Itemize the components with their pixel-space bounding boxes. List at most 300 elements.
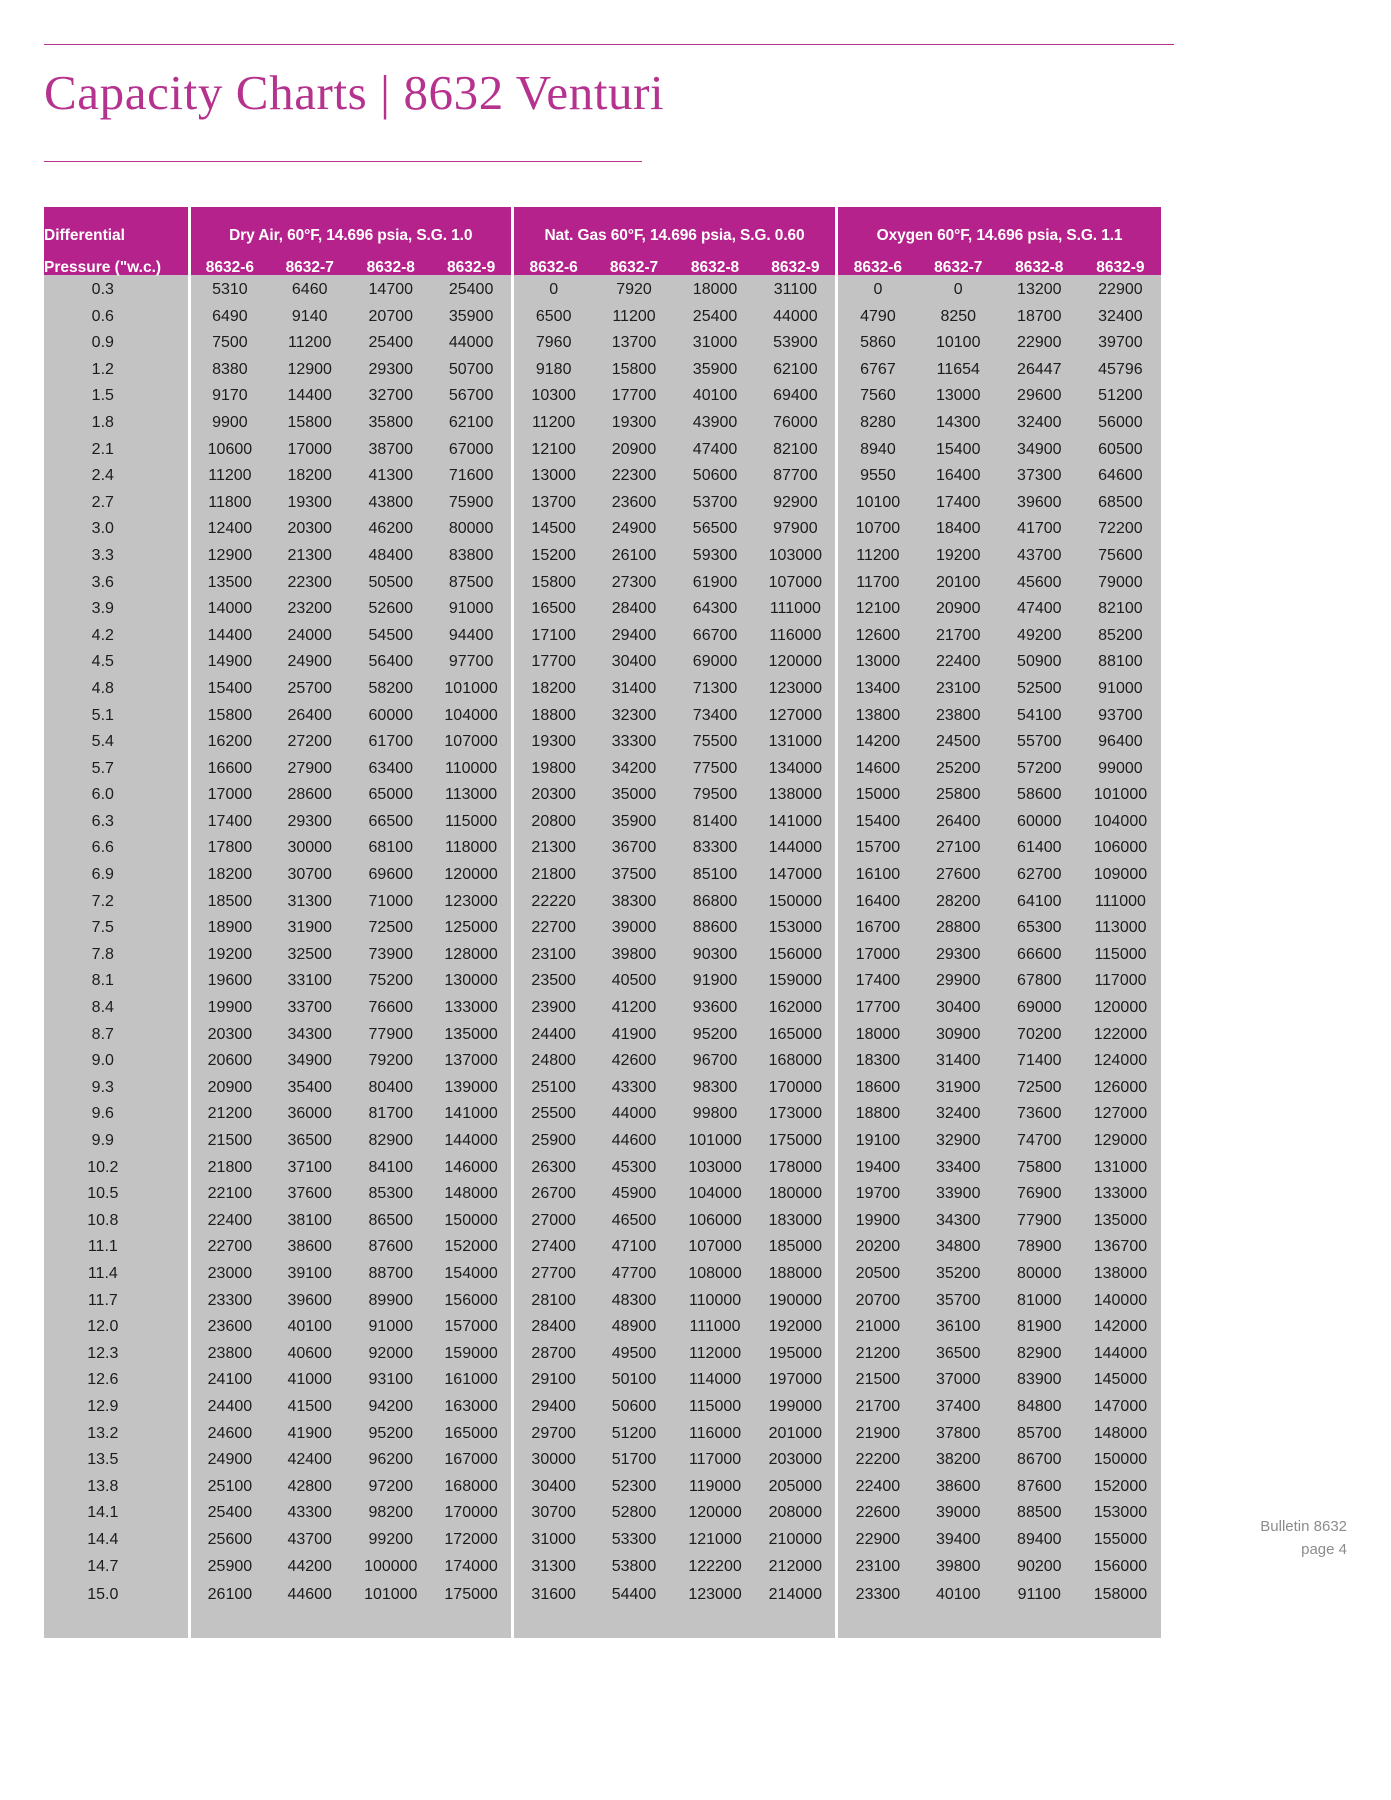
cell-nat-gas: 20800: [512, 809, 593, 836]
cell-nat-gas: 35900: [675, 357, 756, 384]
cell-oxygen: 34300: [918, 1208, 999, 1235]
header-model-air-8632-7: 8632-7: [269, 243, 350, 275]
cell-dry-air: 24100: [189, 1367, 269, 1394]
cell-dry-air: 73900: [350, 942, 431, 969]
padding-cell: [1080, 1610, 1161, 1638]
cell-oxygen: 17000: [837, 942, 918, 969]
header-model-oxy-8632-7: 8632-7: [918, 243, 999, 275]
cell-nat-gas: 195000: [756, 1341, 837, 1368]
table-row: [44, 1048, 1161, 1075]
cell-dry-air: 19200: [189, 942, 269, 969]
table-row: [44, 1367, 1161, 1394]
cell-nat-gas: 22700: [512, 915, 593, 942]
header-group-oxygen: Oxygen 60°F, 14.696 psia, S.G. 1.1: [837, 207, 1161, 243]
cell-dry-air: 28600: [269, 782, 350, 809]
cell-dry-air: 154000: [431, 1261, 512, 1288]
cell-dry-air: 43700: [269, 1527, 350, 1554]
cell-nat-gas: 44000: [756, 304, 837, 331]
cell-dry-air: 54500: [350, 623, 431, 650]
cell-dry-air: 24900: [269, 649, 350, 676]
cell-dry-air: 18900: [189, 915, 269, 942]
cell-dry-air: 9170: [189, 383, 269, 410]
cell-dry-air: 135000: [431, 1022, 512, 1049]
cell-dry-air: 91000: [350, 1314, 431, 1341]
cell-oxygen: 10100: [837, 490, 918, 517]
cell-dry-air: 25700: [269, 676, 350, 703]
cell-oxygen: 109000: [1080, 862, 1161, 889]
cell-dry-air: 130000: [431, 968, 512, 995]
table-row: [44, 1421, 1161, 1448]
cell-oxygen: 60500: [1080, 437, 1161, 464]
cell-oxygen: 50900: [999, 649, 1080, 676]
cell-oxygen: 72200: [1080, 516, 1161, 543]
table-header: [44, 207, 1161, 275]
cell-nat-gas: 79500: [675, 782, 756, 809]
cell-dry-air: 11800: [189, 490, 269, 517]
cell-oxygen: 49200: [999, 623, 1080, 650]
cell-differential-pressure: 2.4: [44, 463, 189, 490]
cell-nat-gas: 103000: [675, 1155, 756, 1182]
cell-oxygen: 43700: [999, 543, 1080, 570]
cell-dry-air: 41500: [269, 1394, 350, 1421]
cell-oxygen: 18300: [837, 1048, 918, 1075]
cell-oxygen: 31400: [918, 1048, 999, 1075]
cell-oxygen: 117000: [1080, 968, 1161, 995]
cell-dry-air: 8380: [189, 357, 269, 384]
cell-nat-gas: 43900: [675, 410, 756, 437]
header-differential-line2: Pressure ("w.c.): [44, 243, 189, 275]
cell-dry-air: 20700: [350, 304, 431, 331]
table-row: [44, 1447, 1161, 1474]
cell-oxygen: 80000: [999, 1261, 1080, 1288]
cell-oxygen: 29300: [918, 942, 999, 969]
cell-dry-air: 39600: [269, 1288, 350, 1315]
cell-oxygen: 140000: [1080, 1288, 1161, 1315]
cell-nat-gas: 11200: [512, 410, 593, 437]
cell-nat-gas: 15200: [512, 543, 593, 570]
cell-oxygen: 16700: [837, 915, 918, 942]
cell-oxygen: 152000: [1080, 1474, 1161, 1501]
cell-dry-air: 39100: [269, 1261, 350, 1288]
cell-nat-gas: 53900: [756, 330, 837, 357]
cell-nat-gas: 19300: [512, 729, 593, 756]
cell-nat-gas: 21300: [512, 835, 593, 862]
table-row: [44, 703, 1161, 730]
cell-oxygen: 18400: [918, 516, 999, 543]
cell-dry-air: 19300: [269, 490, 350, 517]
cell-nat-gas: 17700: [593, 383, 674, 410]
table-row: [44, 1261, 1161, 1288]
cell-nat-gas: 56500: [675, 516, 756, 543]
cell-oxygen: 9550: [837, 463, 918, 490]
cell-oxygen: 113000: [1080, 915, 1161, 942]
cell-oxygen: 45796: [1080, 357, 1161, 384]
cell-dry-air: 11200: [189, 463, 269, 490]
table-row: [44, 756, 1161, 783]
cell-oxygen: 31900: [918, 1075, 999, 1102]
cell-nat-gas: 21800: [512, 862, 593, 889]
cell-dry-air: 30700: [269, 862, 350, 889]
cell-dry-air: 146000: [431, 1155, 512, 1182]
table-bottom-padding: [44, 1610, 1161, 1638]
cell-dry-air: 9900: [189, 410, 269, 437]
cell-nat-gas: 106000: [675, 1208, 756, 1235]
cell-oxygen: 30900: [918, 1022, 999, 1049]
cell-oxygen: 37400: [918, 1394, 999, 1421]
cell-differential-pressure: 9.3: [44, 1075, 189, 1102]
cell-oxygen: 127000: [1080, 1101, 1161, 1128]
cell-oxygen: 72500: [999, 1075, 1080, 1102]
cell-nat-gas: 33300: [593, 729, 674, 756]
cell-oxygen: 22900: [1080, 275, 1161, 304]
cell-dry-air: 22700: [189, 1234, 269, 1261]
cell-nat-gas: 51200: [593, 1421, 674, 1448]
cell-nat-gas: 30000: [512, 1447, 593, 1474]
cell-dry-air: 71600: [431, 463, 512, 490]
padding-cell: [999, 1610, 1080, 1638]
cell-dry-air: 92000: [350, 1341, 431, 1368]
cell-nat-gas: 54400: [593, 1580, 674, 1610]
cell-dry-air: 82900: [350, 1128, 431, 1155]
cell-nat-gas: 36700: [593, 835, 674, 862]
cell-nat-gas: 31600: [512, 1580, 593, 1610]
cell-dry-air: 96200: [350, 1447, 431, 1474]
header-group-nat-gas: Nat. Gas 60°F, 14.696 psia, S.G. 0.60: [512, 207, 836, 243]
cell-oxygen: 20200: [837, 1234, 918, 1261]
cell-oxygen: 85700: [999, 1421, 1080, 1448]
cell-dry-air: 159000: [431, 1341, 512, 1368]
cell-oxygen: 120000: [1080, 995, 1161, 1022]
cell-dry-air: 75900: [431, 490, 512, 517]
cell-oxygen: 91000: [1080, 676, 1161, 703]
table-row: [44, 1234, 1161, 1261]
cell-differential-pressure: 4.5: [44, 649, 189, 676]
cell-nat-gas: 173000: [756, 1101, 837, 1128]
cell-dry-air: 27900: [269, 756, 350, 783]
cell-oxygen: 29900: [918, 968, 999, 995]
cell-nat-gas: 15800: [593, 357, 674, 384]
cell-oxygen: 45600: [999, 570, 1080, 597]
cell-dry-air: 16200: [189, 729, 269, 756]
cell-dry-air: 16600: [189, 756, 269, 783]
padding-cell: [756, 1610, 837, 1638]
cell-dry-air: 66500: [350, 809, 431, 836]
cell-nat-gas: 44600: [593, 1128, 674, 1155]
cell-dry-air: 21200: [189, 1101, 269, 1128]
cell-nat-gas: 73400: [675, 703, 756, 730]
cell-dry-air: 26100: [189, 1580, 269, 1610]
cell-differential-pressure: 2.1: [44, 437, 189, 464]
cell-dry-air: 79200: [350, 1048, 431, 1075]
table-header-group-row: [44, 207, 1161, 243]
cell-oxygen: 68500: [1080, 490, 1161, 517]
padding-cell: [918, 1610, 999, 1638]
cell-nat-gas: 95200: [675, 1022, 756, 1049]
capacity-table: [44, 207, 1161, 1638]
header-model-gas-8632-6: 8632-6: [512, 243, 593, 275]
cell-nat-gas: 24800: [512, 1048, 593, 1075]
cell-dry-air: 14000: [189, 596, 269, 623]
cell-nat-gas: 15800: [512, 570, 593, 597]
table-row: [44, 915, 1161, 942]
cell-differential-pressure: 5.7: [44, 756, 189, 783]
cell-nat-gas: 47700: [593, 1261, 674, 1288]
cell-oxygen: 84800: [999, 1394, 1080, 1421]
cell-nat-gas: 25500: [512, 1101, 593, 1128]
cell-nat-gas: 156000: [756, 942, 837, 969]
cell-dry-air: 38100: [269, 1208, 350, 1235]
cell-dry-air: 32700: [350, 383, 431, 410]
cell-nat-gas: 13700: [512, 490, 593, 517]
cell-nat-gas: 111000: [756, 596, 837, 623]
cell-nat-gas: 24400: [512, 1022, 593, 1049]
cell-nat-gas: 87700: [756, 463, 837, 490]
cell-dry-air: 5310: [189, 275, 269, 304]
cell-nat-gas: 16500: [512, 596, 593, 623]
cell-dry-air: 175000: [431, 1580, 512, 1610]
cell-oxygen: 34900: [999, 437, 1080, 464]
cell-oxygen: 52500: [999, 676, 1080, 703]
cell-nat-gas: 108000: [675, 1261, 756, 1288]
cell-dry-air: 84100: [350, 1155, 431, 1182]
cell-nat-gas: 165000: [756, 1022, 837, 1049]
cell-dry-air: 10600: [189, 437, 269, 464]
cell-oxygen: 23100: [837, 1554, 918, 1581]
cell-oxygen: 87600: [999, 1474, 1080, 1501]
cell-oxygen: 62700: [999, 862, 1080, 889]
cell-differential-pressure: 9.9: [44, 1128, 189, 1155]
cell-oxygen: 39800: [918, 1554, 999, 1581]
cell-nat-gas: 107000: [756, 570, 837, 597]
cell-oxygen: 77900: [999, 1208, 1080, 1235]
cell-dry-air: 21300: [269, 543, 350, 570]
table-row: [44, 889, 1161, 916]
cell-differential-pressure: 11.7: [44, 1288, 189, 1315]
cell-nat-gas: 50600: [675, 463, 756, 490]
cell-nat-gas: 53700: [675, 490, 756, 517]
table-row: [44, 995, 1161, 1022]
table-row: [44, 516, 1161, 543]
cell-dry-air: 34300: [269, 1022, 350, 1049]
cell-nat-gas: 62100: [756, 357, 837, 384]
cell-dry-air: 14400: [269, 383, 350, 410]
cell-oxygen: 22900: [999, 330, 1080, 357]
cell-differential-pressure: 13.2: [44, 1421, 189, 1448]
cell-dry-air: 63400: [350, 756, 431, 783]
cell-dry-air: 6490: [189, 304, 269, 331]
table-row: [44, 596, 1161, 623]
cell-oxygen: 64100: [999, 889, 1080, 916]
cell-nat-gas: 12100: [512, 437, 593, 464]
cell-oxygen: 75600: [1080, 543, 1161, 570]
cell-dry-air: 24400: [189, 1394, 269, 1421]
cell-oxygen: 15000: [837, 782, 918, 809]
cell-nat-gas: 162000: [756, 995, 837, 1022]
cell-oxygen: 10100: [918, 330, 999, 357]
cell-differential-pressure: 7.5: [44, 915, 189, 942]
cell-oxygen: 0: [837, 275, 918, 304]
padding-cell: [189, 1610, 269, 1638]
table-row: [44, 1075, 1161, 1102]
padding-cell: [512, 1610, 593, 1638]
cell-oxygen: 13000: [837, 649, 918, 676]
cell-nat-gas: 77500: [675, 756, 756, 783]
cell-nat-gas: 99800: [675, 1101, 756, 1128]
table-row: [44, 676, 1161, 703]
cell-nat-gas: 17100: [512, 623, 593, 650]
cell-oxygen: 14200: [837, 729, 918, 756]
cell-differential-pressure: 11.1: [44, 1234, 189, 1261]
cell-nat-gas: 103000: [756, 543, 837, 570]
cell-oxygen: 155000: [1080, 1527, 1161, 1554]
padding-cell: [269, 1610, 350, 1638]
cell-nat-gas: 23100: [512, 942, 593, 969]
cell-nat-gas: 214000: [756, 1580, 837, 1610]
cell-nat-gas: 144000: [756, 835, 837, 862]
cell-dry-air: 139000: [431, 1075, 512, 1102]
page-title: Capacity Charts | 8632 Venturi: [44, 65, 665, 120]
cell-differential-pressure: 8.1: [44, 968, 189, 995]
cell-oxygen: 58600: [999, 782, 1080, 809]
cell-dry-air: 46200: [350, 516, 431, 543]
cell-nat-gas: 23900: [512, 995, 593, 1022]
table-row: [44, 1580, 1161, 1610]
cell-oxygen: 148000: [1080, 1421, 1161, 1448]
cell-oxygen: 47400: [999, 596, 1080, 623]
cell-oxygen: 21700: [837, 1394, 918, 1421]
cell-oxygen: 104000: [1080, 809, 1161, 836]
cell-oxygen: 142000: [1080, 1314, 1161, 1341]
table-row: [44, 782, 1161, 809]
table-row: [44, 1474, 1161, 1501]
cell-dry-air: 25600: [189, 1527, 269, 1554]
cell-nat-gas: 42600: [593, 1048, 674, 1075]
cell-nat-gas: 19800: [512, 756, 593, 783]
cell-nat-gas: 26300: [512, 1155, 593, 1182]
header-model-gas-8632-7: 8632-7: [593, 243, 674, 275]
cell-nat-gas: 93600: [675, 995, 756, 1022]
cell-dry-air: 36500: [269, 1128, 350, 1155]
cell-nat-gas: 183000: [756, 1208, 837, 1235]
cell-oxygen: 76900: [999, 1181, 1080, 1208]
cell-oxygen: 25200: [918, 756, 999, 783]
cell-dry-air: 144000: [431, 1128, 512, 1155]
cell-dry-air: 157000: [431, 1314, 512, 1341]
cell-oxygen: 150000: [1080, 1447, 1161, 1474]
cell-differential-pressure: 5.1: [44, 703, 189, 730]
cell-oxygen: 60000: [999, 809, 1080, 836]
cell-dry-air: 152000: [431, 1234, 512, 1261]
cell-oxygen: 124000: [1080, 1048, 1161, 1075]
padding-cell: [837, 1610, 918, 1638]
cell-nat-gas: 13700: [593, 330, 674, 357]
cell-dry-air: 43300: [269, 1500, 350, 1527]
cell-dry-air: 24600: [189, 1421, 269, 1448]
cell-oxygen: 13400: [837, 676, 918, 703]
cell-oxygen: 79000: [1080, 570, 1161, 597]
cell-dry-air: 87600: [350, 1234, 431, 1261]
cell-dry-air: 44000: [431, 330, 512, 357]
cell-oxygen: 70200: [999, 1022, 1080, 1049]
header-model-air-8632-6: 8632-6: [189, 243, 269, 275]
cell-oxygen: 38200: [918, 1447, 999, 1474]
cell-dry-air: 56400: [350, 649, 431, 676]
cell-oxygen: 16100: [837, 862, 918, 889]
cell-oxygen: 126000: [1080, 1075, 1161, 1102]
cell-nat-gas: 153000: [756, 915, 837, 942]
cell-oxygen: 22400: [918, 649, 999, 676]
table-row: [44, 437, 1161, 464]
cell-dry-air: 137000: [431, 1048, 512, 1075]
cell-nat-gas: 175000: [756, 1128, 837, 1155]
cell-oxygen: 96400: [1080, 729, 1161, 756]
cell-oxygen: 32400: [1080, 304, 1161, 331]
cell-oxygen: 129000: [1080, 1128, 1161, 1155]
cell-oxygen: 15400: [837, 809, 918, 836]
cell-nat-gas: 205000: [756, 1474, 837, 1501]
cell-nat-gas: 203000: [756, 1447, 837, 1474]
table-row: [44, 490, 1161, 517]
cell-nat-gas: 138000: [756, 782, 837, 809]
cell-nat-gas: 11200: [593, 304, 674, 331]
cell-oxygen: 10700: [837, 516, 918, 543]
cell-oxygen: 88500: [999, 1500, 1080, 1527]
cell-nat-gas: 25100: [512, 1075, 593, 1102]
cell-differential-pressure: 12.6: [44, 1367, 189, 1394]
cell-oxygen: 101000: [1080, 782, 1161, 809]
cell-dry-air: 17000: [269, 437, 350, 464]
cell-dry-air: 161000: [431, 1367, 512, 1394]
cell-differential-pressure: 6.3: [44, 809, 189, 836]
cell-nat-gas: 188000: [756, 1261, 837, 1288]
table-row: [44, 570, 1161, 597]
cell-oxygen: 85200: [1080, 623, 1161, 650]
cell-nat-gas: 96700: [675, 1048, 756, 1075]
cell-dry-air: 38600: [269, 1234, 350, 1261]
cell-differential-pressure: 1.5: [44, 383, 189, 410]
cell-nat-gas: 210000: [756, 1527, 837, 1554]
cell-dry-air: 67000: [431, 437, 512, 464]
cell-nat-gas: 51700: [593, 1447, 674, 1474]
cell-nat-gas: 201000: [756, 1421, 837, 1448]
cell-oxygen: 7560: [837, 383, 918, 410]
cell-oxygen: 22400: [837, 1474, 918, 1501]
cell-nat-gas: 61900: [675, 570, 756, 597]
cell-differential-pressure: 12.3: [44, 1341, 189, 1368]
cell-oxygen: 89400: [999, 1527, 1080, 1554]
cell-oxygen: 27100: [918, 835, 999, 862]
cell-nat-gas: 38300: [593, 889, 674, 916]
cell-differential-pressure: 12.9: [44, 1394, 189, 1421]
cell-nat-gas: 18800: [512, 703, 593, 730]
table-row: [44, 1128, 1161, 1155]
cell-dry-air: 115000: [431, 809, 512, 836]
cell-dry-air: 20900: [189, 1075, 269, 1102]
cell-nat-gas: 117000: [675, 1447, 756, 1474]
cell-nat-gas: 45900: [593, 1181, 674, 1208]
cell-dry-air: 14400: [189, 623, 269, 650]
cell-nat-gas: 31000: [675, 330, 756, 357]
table-row: [44, 1554, 1161, 1581]
cell-dry-air: 25900: [189, 1554, 269, 1581]
cell-nat-gas: 97900: [756, 516, 837, 543]
cell-nat-gas: 49500: [593, 1341, 674, 1368]
cell-differential-pressure: 2.7: [44, 490, 189, 517]
cell-nat-gas: 120000: [756, 649, 837, 676]
cell-oxygen: 158000: [1080, 1580, 1161, 1610]
table-row: [44, 835, 1161, 862]
cell-oxygen: 39400: [918, 1527, 999, 1554]
